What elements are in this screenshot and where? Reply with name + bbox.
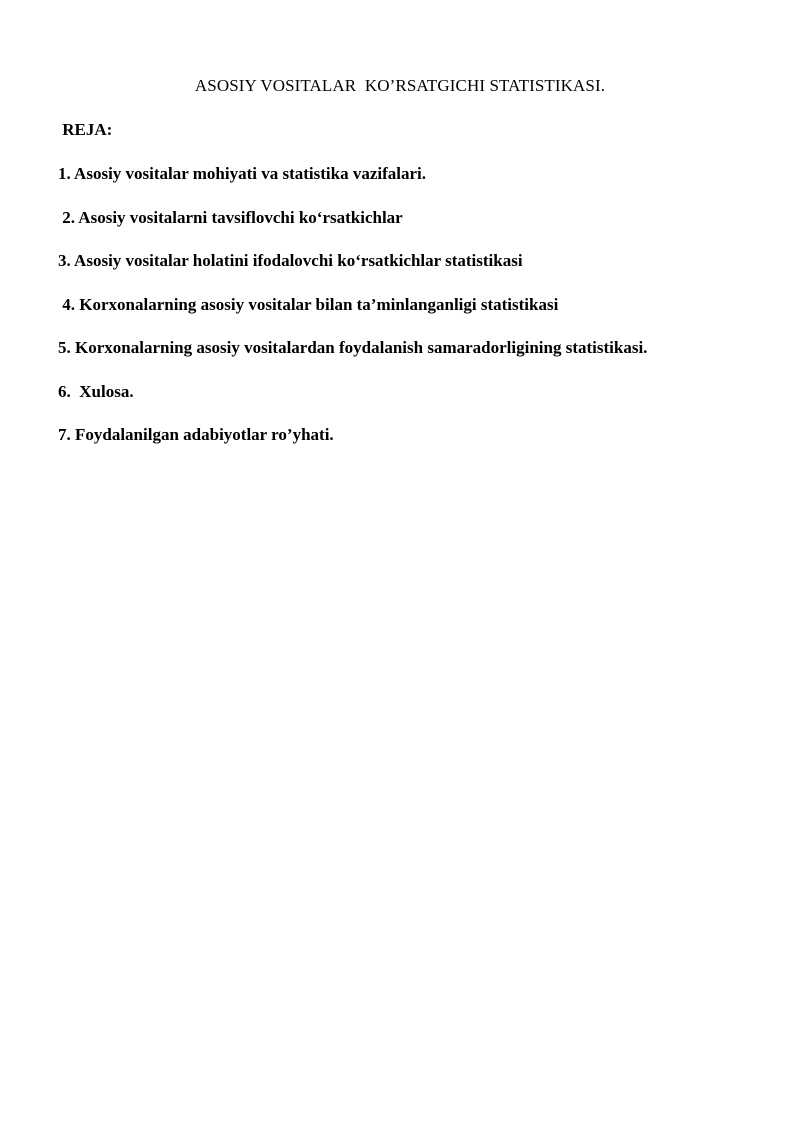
document-title: ASOSIY VOSITALAR KO’RSATGICHI STATISTIKASI. [194,76,606,95]
plan-item-3: 3. Asosiy vositalar holatini ifodalovchi ko‘rsatkichlar statistikasi [58,251,523,270]
plan-item-6: 6. Xulosa. [58,381,134,401]
plan-heading: REJA: [58,120,113,139]
plan-item-1: 1. Asosiy vositalar mohiyati va statistika vazifalari. [58,164,427,183]
plan-item-2: 2. Asosiy vositalarni tavsiflovchi ko‘rsatkichlar [58,207,403,227]
plan-list [58,163,647,468]
plan-item-4: 4. Korxonalarning asosiy vositalar bilan ta’minlanganligi statistikasi [58,294,559,314]
plan-item-7: 7. Foydalanilgan adabiyotlar ro’yhati. [58,425,334,444]
plan-item-5: 5. Korxonalarning asosiy vositalardan foydalanish samaradorligining statistikasi. [58,338,648,357]
